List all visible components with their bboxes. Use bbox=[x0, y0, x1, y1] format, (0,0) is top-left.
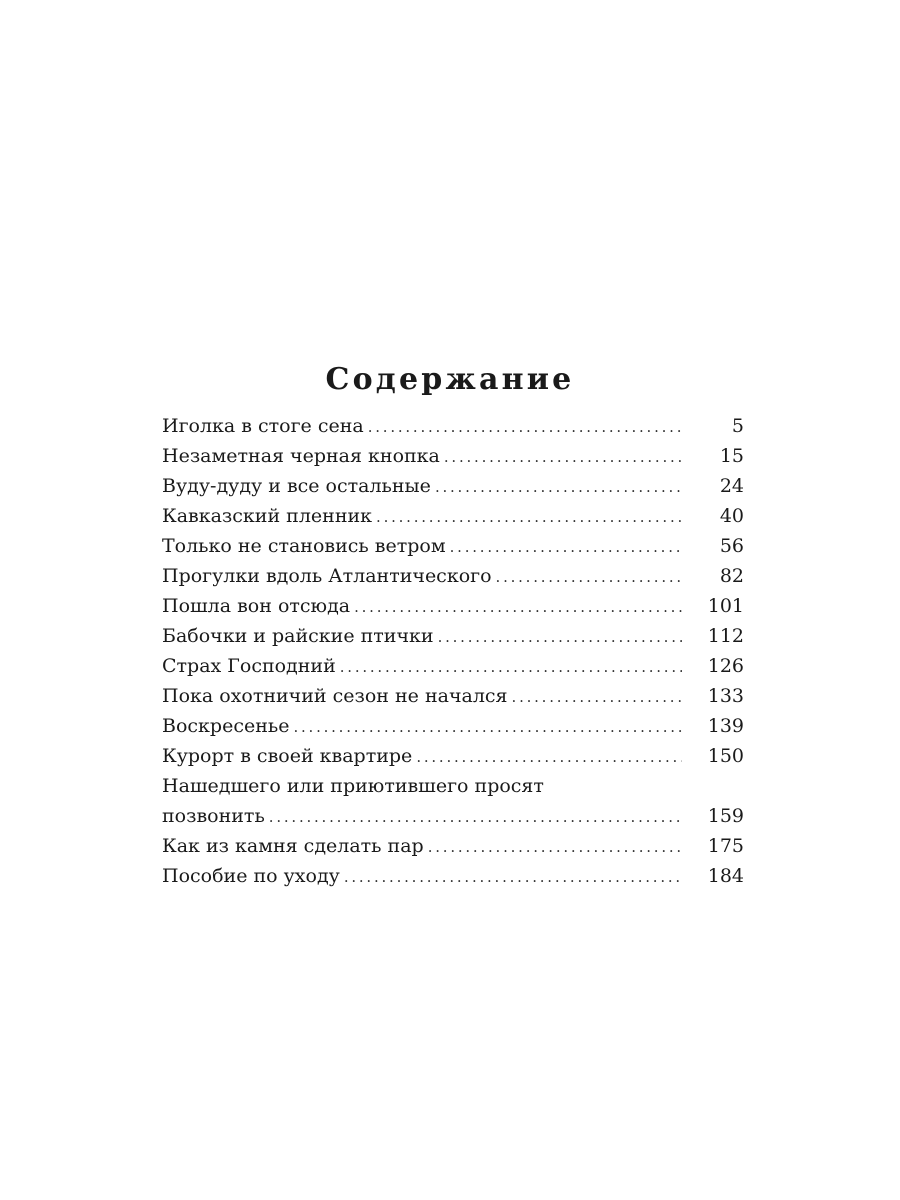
dot-leader bbox=[416, 742, 682, 772]
toc-entry-title: Пособие по уходу bbox=[162, 865, 340, 887]
toc-entry-title: Только не становись ветром bbox=[162, 535, 446, 557]
toc-entry bbox=[162, 591, 744, 621]
toc-entry bbox=[162, 531, 744, 561]
toc-entry-page: 175 bbox=[707, 835, 744, 857]
toc-entry bbox=[162, 861, 744, 891]
table-of-contents bbox=[162, 411, 744, 891]
toc-entry bbox=[162, 561, 744, 591]
toc-entry-page: 24 bbox=[719, 475, 744, 497]
dot-leader bbox=[293, 712, 682, 742]
toc-entry-title: Страх Господний bbox=[162, 655, 336, 677]
toc-entry-page: 40 bbox=[719, 505, 744, 527]
dot-leader bbox=[368, 412, 682, 442]
dot-leader bbox=[438, 622, 682, 652]
toc-entry bbox=[162, 771, 744, 831]
dot-leader bbox=[450, 532, 682, 562]
toc-entry-page: 82 bbox=[719, 565, 744, 587]
toc-entry-title: Курорт в своей квартире bbox=[162, 745, 413, 767]
toc-entry bbox=[162, 621, 744, 651]
toc-entry-title: Воскресенье bbox=[162, 715, 290, 737]
toc-entry bbox=[162, 741, 744, 771]
toc-entry-title-line1: Нашедшего или приютившего просят bbox=[162, 775, 544, 797]
dot-leader bbox=[444, 442, 682, 472]
toc-entry bbox=[162, 711, 744, 741]
dot-leader bbox=[428, 832, 682, 862]
toc-entry-title: Прогулки вдоль Атлантического bbox=[162, 565, 492, 587]
dot-leader bbox=[435, 472, 682, 502]
toc-entry-page: 150 bbox=[707, 745, 744, 767]
dot-leader bbox=[354, 592, 682, 622]
toc-entry-page: 112 bbox=[707, 625, 744, 647]
toc-entry bbox=[162, 651, 744, 681]
toc-entry-page: 159 bbox=[707, 805, 744, 827]
toc-entry-title: Кавказский пленник bbox=[162, 505, 373, 527]
dot-leader bbox=[344, 862, 682, 892]
toc-entry-title: Пошла вон отсюда bbox=[162, 595, 351, 617]
toc-entry-page: 56 bbox=[719, 535, 744, 557]
dot-leader bbox=[496, 562, 682, 592]
dot-leader bbox=[512, 682, 682, 712]
toc-entry-title: Бабочки и райские птички bbox=[162, 625, 434, 647]
toc-entry bbox=[162, 411, 744, 441]
toc-entry-page: 139 bbox=[707, 715, 744, 737]
toc-entry bbox=[162, 501, 744, 531]
toc-entry-page: 5 bbox=[731, 415, 744, 437]
toc-entry bbox=[162, 441, 744, 471]
toc-entry-page: 15 bbox=[719, 445, 744, 467]
toc-entry-title: Как из камня сделать пар bbox=[162, 835, 424, 857]
toc-entry-title: Незаметная черная кнопка bbox=[162, 445, 440, 467]
toc-entry bbox=[162, 471, 744, 501]
dot-leader bbox=[269, 802, 682, 832]
toc-entry bbox=[162, 831, 744, 861]
dot-leader bbox=[340, 652, 682, 682]
toc-entry-page: 101 bbox=[707, 595, 744, 617]
toc-entry bbox=[162, 681, 744, 711]
toc-entry-page: 126 bbox=[707, 655, 744, 677]
toc-entry-title: Вуду-дуду и все остальные bbox=[162, 475, 431, 497]
toc-entry-page: 184 bbox=[707, 865, 744, 887]
dot-leader bbox=[376, 502, 682, 532]
toc-entry-title: Иголка в стоге сена bbox=[162, 415, 364, 437]
toc-entry-title-line2: позвонить bbox=[162, 805, 265, 827]
page-title: Содержание bbox=[325, 362, 575, 398]
toc-entry-page: 133 bbox=[707, 685, 744, 707]
toc-entry-title: Пока охотничий сезон не начался bbox=[162, 685, 508, 707]
